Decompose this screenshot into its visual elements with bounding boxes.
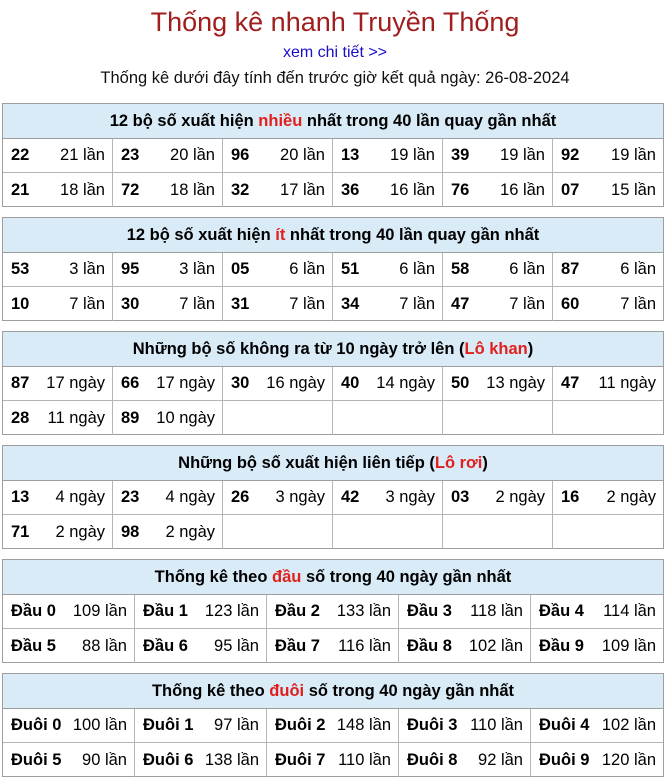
stat-count: 11 ngày (598, 374, 656, 392)
stat-cell (135, 629, 267, 663)
stat-count: 15 lần (611, 180, 656, 199)
stat-count: 133 lần (336, 602, 391, 620)
stat-count: 13 ngày (486, 374, 545, 392)
stat-cell (3, 173, 113, 207)
stat-cell (333, 139, 443, 173)
stat-cell (443, 139, 553, 173)
section-title-text: 12 bộ số xuất hiện (126, 226, 276, 244)
page-title: Thống kê nhanh Truyền Thống (150, 7, 520, 37)
section-title-highlight: Lô rơi (434, 454, 483, 472)
stats-grid (3, 253, 663, 321)
stat-number: 42 (341, 488, 360, 506)
stat-cell (113, 173, 223, 207)
stat-cell (113, 515, 223, 549)
stat-number: 34 (341, 294, 360, 313)
stat-number: Đầu 0 (11, 602, 56, 620)
stat-cell (399, 595, 531, 629)
dau-stats-section (2, 559, 664, 663)
section-header (3, 218, 663, 253)
stat-number: 16 (561, 488, 580, 506)
stat-count: 102 lần (468, 636, 523, 655)
stat-count: 4 ngày (55, 488, 105, 506)
stat-count: 3 lần (69, 260, 105, 278)
stat-number: 23 (121, 488, 140, 506)
stat-count: 97 lần (214, 716, 259, 734)
stat-cell (553, 139, 663, 173)
stat-cell (443, 367, 553, 401)
stat-number: Đuôi 8 (407, 750, 458, 769)
stat-cell (267, 709, 399, 743)
section-header (3, 332, 663, 367)
stat-cell (223, 253, 333, 287)
stat-count: 7 lần (179, 294, 215, 313)
stat-cell (135, 743, 267, 777)
section-title-text: ) (482, 454, 488, 472)
stat-cell (443, 287, 553, 321)
stat-cell (333, 481, 443, 515)
stat-number: Đuôi 0 (11, 716, 62, 734)
stat-cell (3, 287, 113, 321)
stat-cell (267, 743, 399, 777)
stat-cell (553, 287, 663, 321)
stat-cell (531, 595, 663, 629)
stat-number: Đầu 3 (407, 602, 452, 620)
stats-grid (3, 367, 663, 435)
stat-cell (3, 401, 113, 435)
stat-count: 114 lần (603, 602, 656, 620)
stat-number: 60 (561, 294, 580, 313)
stat-count: 20 lần (170, 146, 215, 164)
stat-number: Đuôi 5 (11, 750, 62, 769)
stat-number: 87 (561, 260, 580, 278)
stat-number: 10 (11, 294, 30, 313)
stats-grid (3, 709, 663, 777)
most-frequent-section (2, 103, 664, 207)
stat-count: 138 lần (204, 750, 259, 769)
stat-cell (223, 173, 333, 207)
stat-count: 7 lần (620, 294, 656, 313)
stat-count: 102 lần (601, 716, 656, 734)
stat-cell (113, 367, 223, 401)
stat-number: Đuôi 6 (143, 750, 194, 769)
stat-cell (3, 743, 135, 777)
stat-number: Đuôi 3 (407, 716, 458, 734)
stat-count: 19 lần (500, 146, 545, 164)
section-title-highlight: đuôi (269, 682, 305, 700)
stat-cell (3, 253, 113, 287)
section-title-highlight: Lô khan (464, 340, 528, 358)
stat-count: 2 ngày (606, 488, 656, 506)
lo-khan-section (2, 331, 664, 435)
stat-number: 36 (341, 180, 360, 199)
section-title-highlight: đầu (272, 568, 302, 586)
stat-number: Đầu 1 (143, 602, 188, 620)
stat-count: 100 lần (72, 716, 127, 734)
stat-count: 4 ngày (165, 488, 215, 506)
stat-count: 10 ngày (156, 408, 215, 427)
stat-number: 58 (451, 260, 470, 278)
stat-count: 88 lần (82, 636, 127, 655)
stat-number: Đầu 4 (539, 602, 584, 620)
stat-number: 51 (341, 260, 360, 278)
stat-count: 7 lần (69, 294, 105, 313)
stat-count: 14 ngày (376, 374, 435, 392)
stat-count: 7 lần (289, 294, 325, 313)
view-details-link[interactable]: xem chi tiết >> (282, 44, 388, 61)
stat-cell (3, 481, 113, 515)
stat-cell (135, 709, 267, 743)
stat-cell (223, 139, 333, 173)
section-title-highlight: ít (275, 226, 286, 244)
stat-cell (3, 139, 113, 173)
stat-number: Đầu 7 (275, 636, 320, 655)
stat-count: 118 lần (470, 602, 523, 620)
stat-number: Đuôi 4 (539, 716, 590, 734)
stat-count: 6 lần (620, 260, 656, 278)
stat-cell (333, 367, 443, 401)
section-title-highlight: nhiều (258, 112, 303, 130)
section-title-text: Thống kê theo (154, 568, 273, 586)
stat-number: 21 (11, 180, 30, 199)
stat-number: 50 (451, 374, 470, 392)
stat-number: 71 (11, 522, 30, 541)
stat-cell (223, 287, 333, 321)
stat-number: 07 (561, 180, 580, 199)
page-subtitle: Thống kê dưới đây tính đến trước giờ kết quả ngày: 26-08-2024 (100, 69, 570, 87)
stat-count: 20 lần (280, 146, 325, 164)
stat-number: 87 (11, 374, 30, 392)
stat-count: 16 ngày (266, 374, 325, 392)
stat-cell (399, 709, 531, 743)
stat-number: Đầu 9 (539, 636, 584, 655)
stat-cell (223, 401, 333, 435)
stat-number: 32 (231, 180, 250, 199)
stat-number: 95 (121, 260, 140, 278)
stat-count: 18 lần (60, 180, 105, 199)
stat-number: Đầu 8 (407, 636, 452, 655)
stat-cell (3, 515, 113, 549)
stat-number: Đuôi 9 (539, 750, 590, 769)
stat-count: 95 lần (214, 636, 259, 655)
stat-count: 123 lần (204, 602, 259, 620)
stat-cell (3, 595, 135, 629)
stat-cell (333, 173, 443, 207)
section-title-text: số trong 40 ngày gần nhất (304, 682, 515, 700)
stat-number: Đầu 6 (143, 636, 188, 655)
section-title-text: Những bộ số không ra từ 10 ngày trở lên ( (132, 340, 465, 358)
stat-number: 03 (451, 488, 470, 506)
stat-count: 7 lần (399, 294, 435, 313)
stat-cell (443, 481, 553, 515)
stat-number: 22 (11, 146, 30, 164)
stat-number: 23 (121, 146, 140, 164)
stat-cell (333, 401, 443, 435)
stat-number: 13 (11, 488, 30, 506)
stat-count: 90 lần (82, 750, 127, 769)
stat-number: 47 (451, 294, 470, 313)
stat-cell (553, 367, 663, 401)
stat-cell (267, 595, 399, 629)
section-header (3, 104, 663, 139)
stat-count: 120 lần (601, 750, 656, 769)
stat-cell (531, 743, 663, 777)
duoi-stats-section (2, 673, 664, 777)
stat-number: 40 (341, 374, 360, 392)
stat-cell (3, 367, 113, 401)
stat-cell (531, 629, 663, 663)
stat-number: 66 (121, 374, 140, 392)
stat-count: 3 lần (179, 260, 215, 278)
stat-cell (113, 139, 223, 173)
section-title-text: 12 bộ số xuất hiện (109, 112, 259, 130)
stat-count: 109 lần (72, 602, 127, 620)
stat-count: 19 lần (390, 146, 435, 164)
stat-cell (553, 401, 663, 435)
stat-cell (333, 515, 443, 549)
stat-count: 19 lần (611, 146, 656, 164)
stat-number: 92 (561, 146, 580, 164)
stat-count: 3 ngày (275, 488, 325, 506)
stat-number: Đuôi 1 (143, 716, 194, 734)
stat-number: Đuôi 2 (275, 716, 326, 734)
stat-count: 16 lần (500, 180, 545, 199)
stat-number: 96 (231, 146, 250, 164)
stat-number: 05 (231, 260, 250, 278)
stat-cell (113, 481, 223, 515)
stat-number: 76 (451, 180, 470, 199)
stat-cell (443, 401, 553, 435)
section-title-text: số trong 40 ngày gần nhất (301, 568, 512, 586)
stat-cell (223, 515, 333, 549)
stat-count: 17 ngày (156, 374, 215, 392)
section-header (3, 674, 663, 709)
stats-grid (3, 139, 663, 207)
stat-cell (399, 629, 531, 663)
section-header (3, 446, 663, 481)
stat-number: 26 (231, 488, 250, 506)
stat-count: 21 lần (60, 146, 105, 164)
stat-count: 110 lần (338, 750, 391, 769)
stat-number: 89 (121, 408, 140, 427)
stat-count: 2 ngày (55, 522, 105, 541)
stat-count: 110 lần (470, 716, 523, 734)
stat-count: 148 lần (336, 716, 391, 734)
stat-cell (333, 287, 443, 321)
stat-number: Đầu 2 (275, 602, 320, 620)
stat-number: 30 (121, 294, 140, 313)
stat-number: 98 (121, 522, 140, 541)
stat-count: 17 ngày (46, 374, 105, 392)
stat-cell (531, 709, 663, 743)
stat-number: Đầu 5 (11, 636, 56, 655)
stat-cell (113, 401, 223, 435)
stat-count: 6 lần (399, 260, 435, 278)
stat-cell (443, 253, 553, 287)
stat-cell (443, 173, 553, 207)
stat-number: 28 (11, 408, 30, 427)
stat-cell (223, 367, 333, 401)
stats-grid (3, 481, 663, 549)
section-header (3, 560, 663, 595)
section-title-text: ) (527, 340, 534, 358)
stat-count: 109 lần (601, 636, 656, 655)
stat-count: 2 ngày (165, 522, 215, 541)
stat-number: 31 (231, 294, 250, 313)
stat-count: 3 ngày (385, 488, 435, 506)
stat-cell (113, 253, 223, 287)
least-frequent-section (2, 217, 664, 321)
stat-number: 39 (451, 146, 470, 164)
stat-cell (3, 629, 135, 663)
section-title-text: Thống kê theo (151, 682, 270, 700)
stats-grid (3, 595, 663, 663)
lo-roi-section (2, 445, 664, 549)
stat-count: 17 lần (280, 180, 325, 199)
stat-cell (3, 709, 135, 743)
stat-cell (553, 173, 663, 207)
stat-cell (135, 595, 267, 629)
stat-cell (333, 253, 443, 287)
stat-cell (553, 481, 663, 515)
stat-cell (399, 743, 531, 777)
stat-count: 7 lần (509, 294, 545, 313)
section-title-text: Những bộ số xuất hiện liên tiếp ( (178, 454, 435, 472)
stat-count: 11 ngày (47, 408, 105, 427)
stat-number: 13 (341, 146, 360, 164)
stat-count: 16 lần (390, 180, 435, 199)
stat-number: 53 (11, 260, 30, 278)
stat-number: Đuôi 7 (275, 750, 326, 769)
stat-cell (553, 253, 663, 287)
stat-count: 18 lần (170, 180, 215, 199)
section-title-text: nhất trong 40 lần quay gần nhất (285, 226, 540, 244)
stat-number: 72 (121, 180, 140, 199)
stat-cell (113, 287, 223, 321)
stat-number: 30 (231, 374, 250, 392)
stat-cell (267, 629, 399, 663)
stat-count: 92 lần (478, 750, 523, 769)
stat-cell (443, 515, 553, 549)
stat-count: 6 lần (289, 260, 325, 278)
stat-count: 6 lần (509, 260, 545, 278)
stat-count: 2 ngày (495, 488, 545, 506)
stat-cell (223, 481, 333, 515)
section-title-text: nhất trong 40 lần quay gần nhất (302, 112, 557, 130)
stat-count: 116 lần (338, 636, 391, 655)
stat-number: 47 (561, 374, 580, 392)
stat-cell (553, 515, 663, 549)
